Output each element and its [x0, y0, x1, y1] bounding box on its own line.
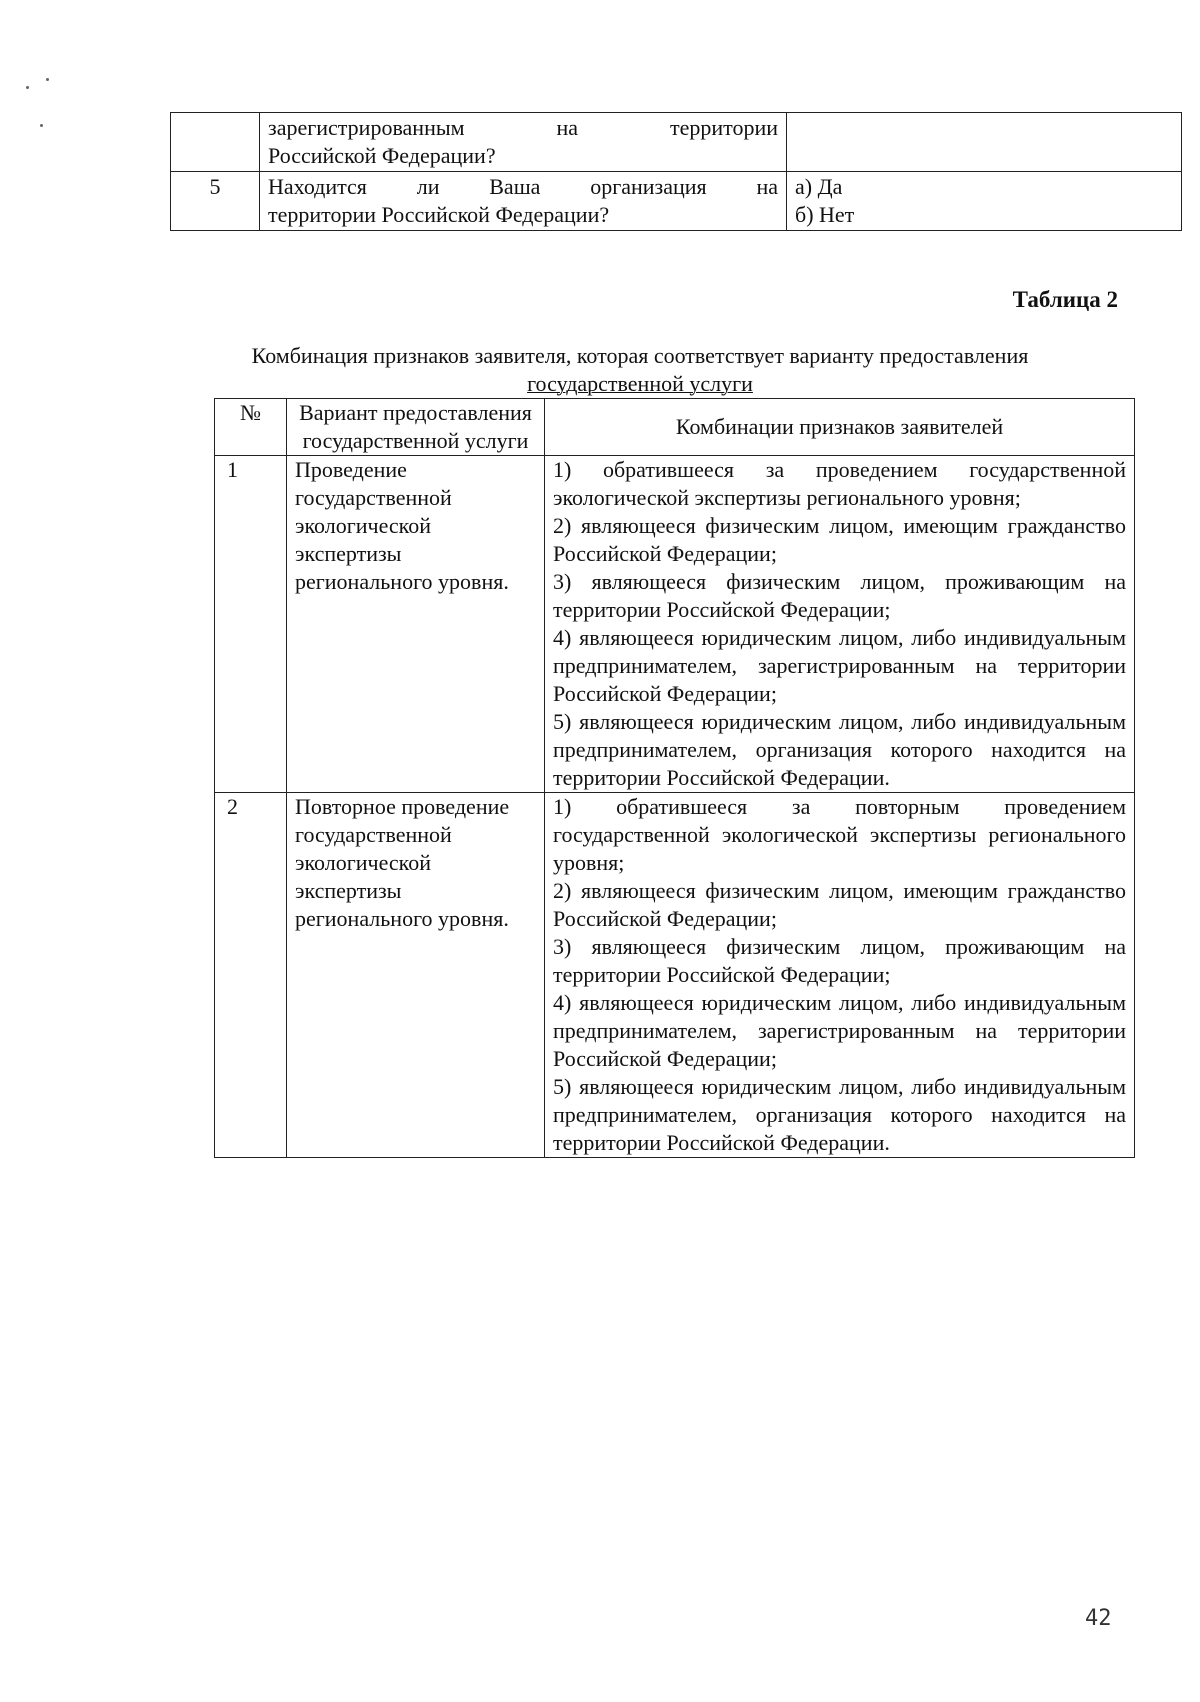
feature-item: 4) являющееся юридическим лицом, либо индивидуальным предпринимателем, зарегистрированным на территории Российской Федерации;: [553, 625, 1126, 706]
scan-speck: [40, 124, 43, 127]
applicant-features-table: [214, 398, 1135, 1158]
row-number: [171, 113, 260, 172]
questionnaire-table: [170, 112, 1182, 231]
scan-speck: [46, 78, 49, 81]
table-header-row: [215, 399, 1135, 456]
answer-cell: [787, 113, 1182, 172]
feature-item: 3) являющееся физическим лицом, проживающим на территории Российской Федерации;: [553, 569, 1126, 622]
answer-option: а) Да: [795, 174, 843, 199]
table-row: [171, 113, 1182, 172]
row-number: 1: [215, 456, 287, 793]
table-label: Таблица 2: [1012, 287, 1118, 312]
feature-item: 1) обратившееся за повторным проведением государственной экологической экспертизы регионального уровня;: [553, 794, 1126, 875]
question-line: Находится ли Ваша организация на: [268, 174, 778, 199]
variant-cell: Проведение государственной экологической экспертизы регионального уровня.: [287, 456, 545, 793]
scan-speck: [26, 86, 29, 89]
question-cell: [260, 172, 787, 231]
combinations-cell: [545, 456, 1135, 793]
header-combinations: Комбинации признаков заявителей: [545, 399, 1135, 456]
feature-item: 5) являющееся юридическим лицом, либо индивидуальным предпринимателем, организация которого находится на территории Российской Федерации.: [553, 1074, 1126, 1155]
caption-line: Комбинация признаков заявителя, которая соответствует варианту предоставления: [251, 343, 1029, 368]
feature-item: 2) являющееся физическим лицом, имеющим гражданство Российской Федерации;: [553, 513, 1126, 566]
table-row: [171, 172, 1182, 231]
question-line: Российской Федерации?: [268, 143, 496, 168]
feature-item: 4) являющееся юридическим лицом, либо индивидуальным предпринимателем, зарегистрированным на территории Российской Федерации;: [553, 990, 1126, 1071]
row-number: 5: [171, 172, 260, 231]
question-cell: [260, 113, 787, 172]
table-row: [215, 793, 1135, 1158]
variant-cell: Повторное проведение государственной экологической экспертизы регионального уровня.: [287, 793, 545, 1158]
header-variant: Вариант предоставления государственной услуги: [287, 399, 545, 456]
feature-item: 2) являющееся физическим лицом, имеющим гражданство Российской Федерации;: [553, 878, 1126, 931]
feature-item: 3) являющееся физическим лицом, проживающим на территории Российской Федерации;: [553, 934, 1126, 987]
feature-item: 1) обратившееся за проведением государственной экологической экспертизы регионального уровня;: [553, 457, 1126, 510]
caption-line: государственной услуги: [527, 371, 753, 396]
row-number: 2: [215, 793, 287, 1158]
combinations-cell: [545, 793, 1135, 1158]
question-line: зарегистрированным на территории: [268, 115, 778, 140]
table-caption: [180, 342, 1100, 398]
answer-cell: [787, 172, 1182, 231]
feature-item: 5) являющееся юридическим лицом, либо индивидуальным предпринимателем, организация которого находится на территории Российской Федерации.: [553, 709, 1126, 790]
header-number: №: [215, 399, 287, 456]
answer-option: б) Нет: [795, 202, 855, 227]
page-number: 42: [1085, 1606, 1112, 1631]
table-row: [215, 456, 1135, 793]
question-line: территории Российской Федерации?: [268, 202, 610, 227]
